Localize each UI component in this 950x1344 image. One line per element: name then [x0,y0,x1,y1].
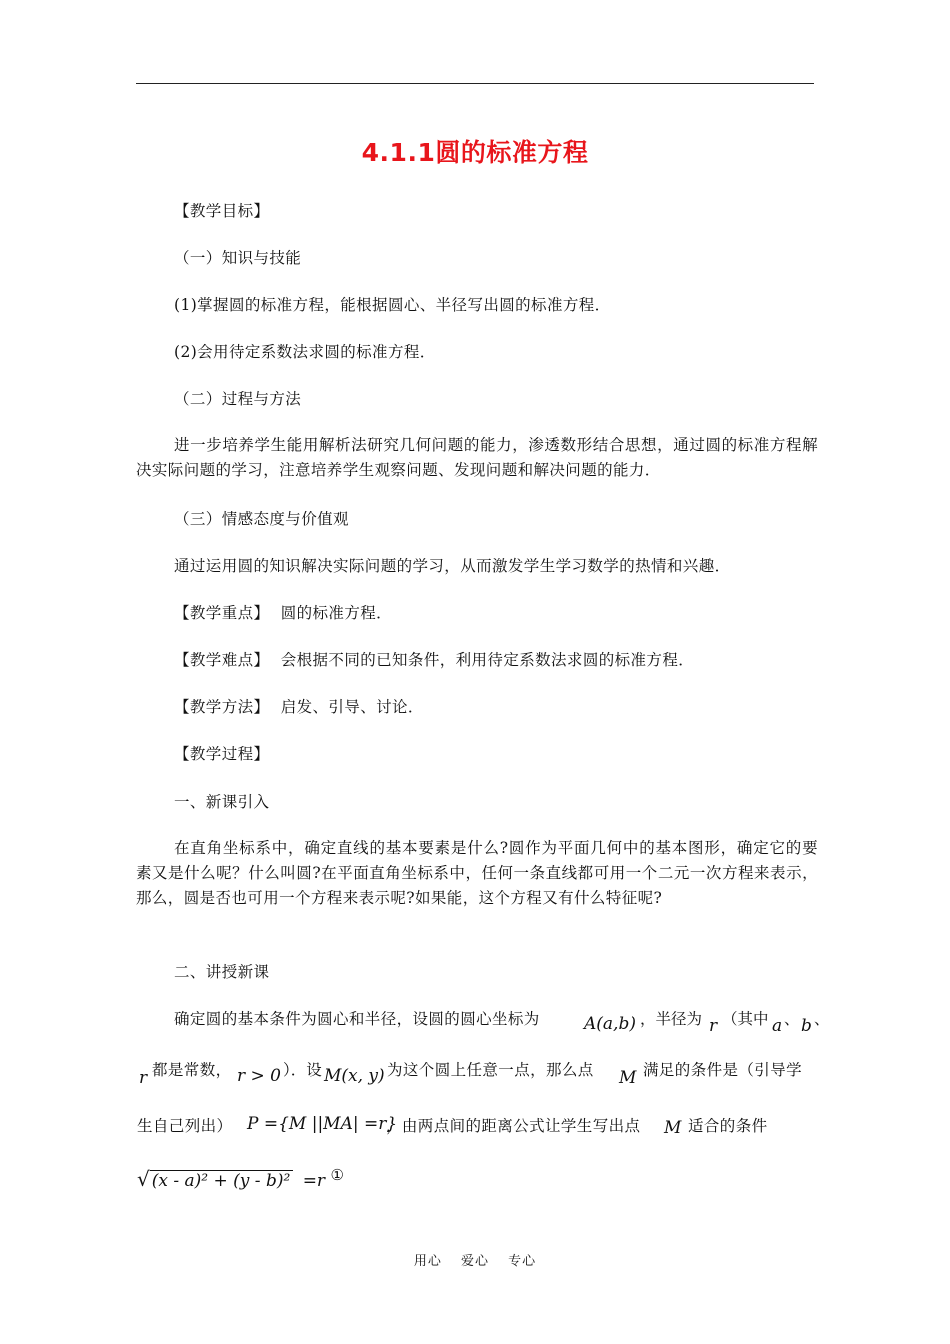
process-header: 【教学过程】 [174,745,270,763]
lesson-line-1-text-c: （其中 [722,1010,769,1028]
lesson-line-2-text-c: 为这个圆上任意一点，那么点 [387,1061,594,1079]
lesson-line-1-text-d: 、 [784,1010,800,1028]
radical [137,1167,293,1191]
lesson-line-2-text-d: 满足的条件是（引导学 [643,1061,803,1079]
sqrt-sign-icon: √ [137,1167,150,1191]
lesson-line-3-text-a: 生自己列出） [137,1117,233,1135]
math-b: b [801,1016,812,1036]
math-r: r [139,1068,148,1088]
method-label: 【教学方法】 [174,698,270,716]
key-point [174,601,392,623]
paragraph-process: 进一步培养学生能用解析法研究几何问题的能力，渗透数形结合思想，通过圆的标准方程解决实际问题的学习，注意培养学生观察问题、发现问题和解决问题的能力． [136,436,818,479]
teaching-method [174,695,424,717]
paragraph-attitude: 通过运用圆的知识解决实际问题的学习，从而激发学生学习数学的热情和兴趣． [174,557,731,575]
part-intro-heading: 一、新课引入 [174,793,270,811]
page-footer [0,1250,950,1269]
math-r-positive: r > 0 [237,1066,281,1086]
objectives-header: 【教学目标】 [174,202,270,220]
math-radius: r [709,1016,718,1036]
distance-formula [137,1166,344,1191]
lesson-line-2-text-a: 都是常数， [152,1061,232,1079]
lesson-line-3-text-c: 适合的条件 [688,1117,768,1135]
footer-item: 专心 [508,1254,537,1269]
math-m-2: M [664,1118,682,1138]
math-set-p: P ={M ||MA| =r} [247,1114,398,1134]
lesson-line-1-text-a: 确定圆的基本条件为圆心和半径，设圆的圆心坐标为 [174,1010,540,1028]
math-center-coordinate: A(a,b) [584,1014,636,1034]
lesson-line-2-text-b: ）．设 [283,1061,322,1079]
lesson-line-1-text-e: 、 [814,1010,830,1028]
header-rule [136,83,814,84]
key-text: 圆的标准方程． [280,604,393,622]
difficult-point [174,648,694,670]
sub-process: （二）过程与方法 [174,390,302,408]
sub-knowledge: （一）知识与技能 [174,249,302,267]
math-point-m: M(x, y) [324,1066,385,1086]
key-label: 【教学重点】 [174,604,270,622]
part-new-lesson-heading: 二、讲授新课 [174,963,270,981]
formula-rhs: =r [302,1171,326,1191]
lesson-line-1 [174,1007,540,1029]
formula-mark: ① [330,1166,344,1184]
difficult-label: 【教学难点】 [174,651,270,669]
sub-attitude: （三）情感态度与价值观 [174,510,349,528]
page-title: 4.1.1圆的标准方程 [361,138,589,167]
footer-item: 爱心 [460,1254,489,1269]
method-text: 启发、引导、讨论． [280,698,424,716]
paragraph-intro: 在直角坐标系中，确定直线的基本要素是什么?圆作为平面几何中的基本图形，确定它的要素又是什么呢？什么叫圆?在平面直角坐标系中，任何一条直线都可用一个二元一次方程来表示，那么，圆是否也可用一个方程来表示呢?如果能，这个方程又有什么特征呢? [136,839,818,907]
objective-item-2: (2)会用待定系数法求圆的标准方程． [174,343,436,361]
math-a: a [772,1016,783,1036]
lesson-line-3-text-b: ，由两点间的距离公式让学生写出点 [386,1117,641,1135]
lesson-line-1-text-b: ，半径为 [640,1010,703,1028]
formula-radicand: (x - a)² + (y - b)² [150,1170,294,1191]
objective-item-1: (1)掌握圆的标准方程，能根据圆心、半径写出圆的标准方程． [174,296,611,314]
footer-item: 用心 [413,1254,442,1269]
math-m: M [619,1068,637,1088]
difficult-text: 会根据不同的已知条件，利用待定系数法求圆的标准方程． [280,651,695,669]
